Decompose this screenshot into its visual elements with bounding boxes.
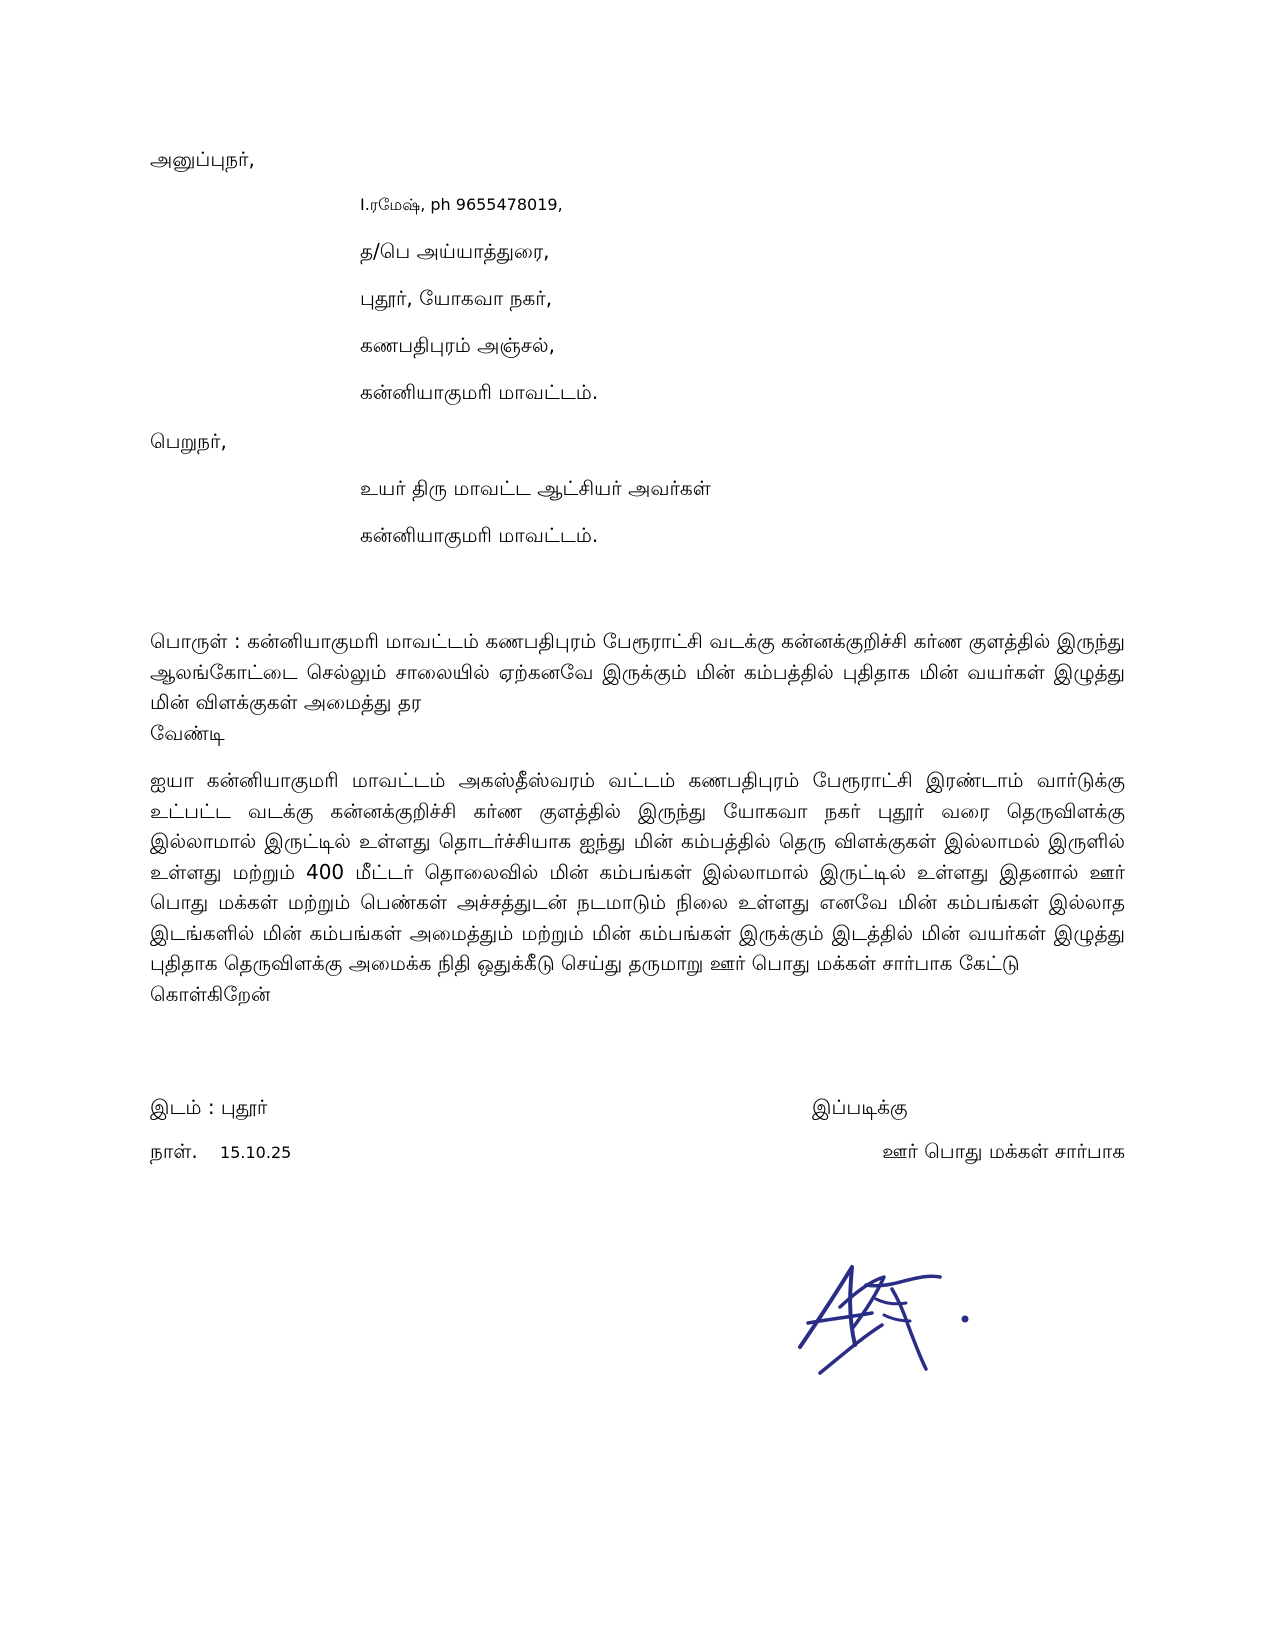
body-text: ஐயா கன்னியாகுமரி மாவட்டம் அகஸ்தீஸ்வரம் வட்டம் கணபதிபுரம் பேரூராட்சி இரண்டாம் வார்டுக்கு உட்பட்ட வடக்கு கன்னக்குறிச்சி கர்ண குளத்தில் இருந்து யோகவா நகர் புதூர் வரை தெருவிளக்கு இல்லாமால் இருட்டில் உள்ளது தொடர்ச்சியாக ஐந்து மின் கம்பத்தில் தெரு விளக்குகள் இல்லாமல் இருளில் உள்ளது மற்றும் 400 மீட்டர் தொலைவில் மின் கம்பங்கள் இல்லாமால் இருட்டில் உள்ளது இதனால் ஊர் பொது மக்கள் மற்றும் பெண்கள் அச்சத்துடன் நடமாடும் நிலை உள்ளது எனவே மின் கம்பங்கள் இல்லாத இடங்களில் மின் கம்பங்கள் அமைத்தும் மற்றும் மின் கம்பங்கள் இருக்கும் இடத்தில் மின் வயர்கள் இழுத்து புதிதாக தெருவிளக்கு அமைக்க நிதி ஒதுக்கீடு செய்து தருமாறு ஊர் பொது மக்கள் சார்பாக கேட்டு bbox=[150, 768, 1125, 975]
date-line bbox=[150, 1138, 291, 1166]
date-label: நாள். bbox=[150, 1139, 198, 1163]
recipient-district: கன்னியாகுமரி மாவட்டம். bbox=[360, 523, 599, 547]
signature-image bbox=[780, 1255, 1010, 1400]
sender-district: கன்னியாகுமரி மாவட்டம். bbox=[360, 380, 599, 404]
sender-area: புதூர், யோகவா நகர், bbox=[360, 286, 553, 310]
sender-label: அனுப்புநர், bbox=[150, 147, 255, 171]
subject-paragraph bbox=[150, 626, 1125, 748]
sender-post: கணபதிபுரம் அஞ்சல், bbox=[360, 333, 555, 357]
date-value: 15.10.25 bbox=[220, 1143, 292, 1162]
subject-text-end: வேண்டி bbox=[150, 720, 225, 745]
recipient-title: உயர் திரு மாவட்ட ஆட்சியர் அவர்கள் bbox=[360, 476, 711, 500]
sender-father: த/பெ அய்யாத்துரை, bbox=[360, 239, 550, 263]
on-behalf-text: ஊர் பொது மக்கள் சார்பாக bbox=[882, 1139, 1125, 1163]
place-line: இடம் : புதூர் bbox=[150, 1095, 268, 1119]
sender-name-phone: I.ரமேஷ், ph 9655478019, bbox=[360, 195, 563, 214]
body-text-end: கொள்கிறேன் bbox=[150, 981, 271, 1006]
closing-text: இப்படிக்கு bbox=[812, 1095, 908, 1119]
recipient-label: பெறுநர், bbox=[150, 429, 227, 453]
body-paragraph bbox=[150, 765, 1125, 1009]
subject-text: பொருள் : கன்னியாகுமரி மாவட்டம் கணபதிபுரம் பேரூராட்சி வடக்கு கன்னக்குறிச்சி கர்ண குளத்தில் இருந்து ஆலங்கோட்டை செல்லும் சாலையில் ஏற்கனவே இருக்கும் மின் கம்பத்தில் புதிதாக மின் வயர்கள் இழுத்து மின் விளக்குகள் அமைத்து தர bbox=[150, 629, 1125, 714]
